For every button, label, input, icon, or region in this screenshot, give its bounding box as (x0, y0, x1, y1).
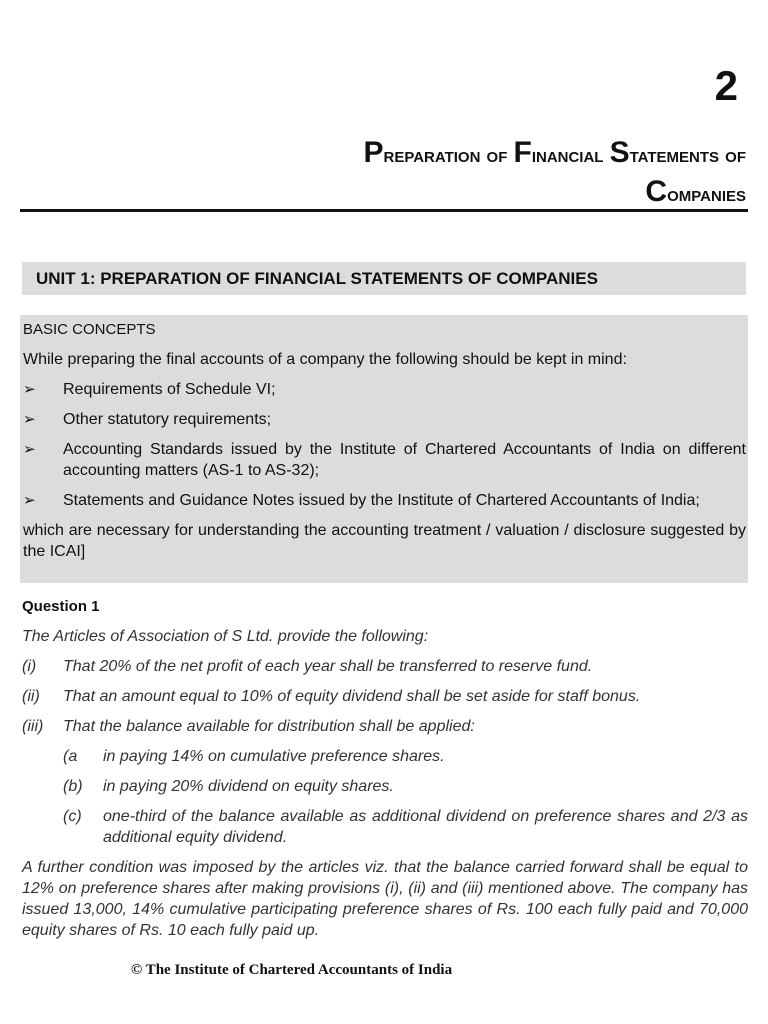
bullet-item (23, 439, 746, 481)
title-rest: inancial (531, 142, 610, 167)
question-subitem (63, 806, 748, 848)
copyright-footer: © The Institute of Chartered Accountants of India (131, 962, 453, 978)
item-text: That the balance available for distribution shall be applied: (63, 718, 475, 735)
title-rest: ompanies (667, 181, 746, 206)
chapter-title-line-2 (126, 173, 746, 212)
question-item (22, 686, 748, 707)
basic-concepts-box (20, 315, 748, 583)
question-closing: A further condition was imposed by the articles viz. that the balance carried forward shall be equal to 12% on preference shares after making provisions (i), (ii) and (iii) mentioned above. The company has issued 13,000, 14% cumulative participating preference shares of Rs. 100 each fully paid and 70,000 equity shares of Rs. 10 each fully paid up. (22, 859, 748, 939)
bullet-text: Requirements of Schedule VI; (63, 381, 276, 398)
arrow-bullet-icon: ➢ (23, 492, 36, 509)
question-item (22, 656, 748, 677)
question-heading: Question 1 (22, 598, 100, 615)
subitem-text: one-third of the balance available as additional dividend on preference shares and 2/3 as additional equity dividend. (103, 808, 748, 846)
bullet-text: Accounting Standards issued by the Institute of Chartered Accountants of India on different accounting matters (AS-1 to AS-32); (63, 441, 746, 479)
subitem-label: (b) (63, 778, 83, 795)
title-cap: P (363, 136, 384, 169)
unit-heading: UNIT 1: PREPARATION OF FINANCIAL STATEMENTS OF COMPANIES (22, 262, 746, 295)
item-text: That 20% of the net profit of each year shall be transferred to reserve fund. (63, 658, 593, 675)
bullet-text: Other statutory requirements; (63, 411, 272, 428)
bullet-item (23, 490, 746, 511)
question-section (22, 596, 748, 941)
question-item (22, 716, 748, 737)
bullet-text: Statements and Guidance Notes issued by the Institute of Chartered Accountants of India; (63, 492, 700, 509)
chapter-title (126, 134, 746, 212)
title-rest: reparation of (383, 142, 514, 167)
basic-concepts-closing: which are necessary for understanding the accounting treatment / valuation / disclosure suggested by the ICAI] (23, 522, 746, 560)
subitem-text: in paying 20% dividend on equity shares. (103, 778, 394, 795)
question-subitem (63, 776, 748, 797)
item-label: (i) (22, 658, 37, 675)
item-label: (iii) (22, 718, 44, 735)
basic-concepts-heading: BASIC CONCEPTS (23, 321, 156, 338)
title-cap: F (513, 136, 532, 169)
arrow-bullet-icon: ➢ (23, 441, 36, 458)
subitem-label: (c) (63, 808, 82, 825)
bullet-item (23, 409, 746, 430)
bullet-item (23, 379, 746, 400)
title-cap: C (645, 175, 668, 208)
item-text: That an amount equal to 10% of equity dividend shall be set aside for staff bonus. (63, 688, 641, 705)
question-subitem (63, 746, 748, 767)
arrow-bullet-icon: ➢ (23, 381, 36, 398)
basic-concepts-intro: While preparing the final accounts of a company the following should be kept in mind: (23, 351, 627, 368)
arrow-bullet-icon: ➢ (23, 411, 36, 428)
chapter-title-line-1 (126, 134, 746, 173)
title-rest: tatements of (629, 142, 746, 167)
chapter-number: 2 (714, 62, 738, 109)
question-intro: The Articles of Association of S Ltd. provide the following: (22, 628, 429, 645)
subitem-text: in paying 14% on cumulative preference shares. (103, 748, 445, 765)
item-label: (ii) (22, 688, 40, 705)
subitem-label: (a (63, 748, 78, 765)
title-cap: S (609, 136, 630, 169)
title-rule (20, 209, 748, 212)
